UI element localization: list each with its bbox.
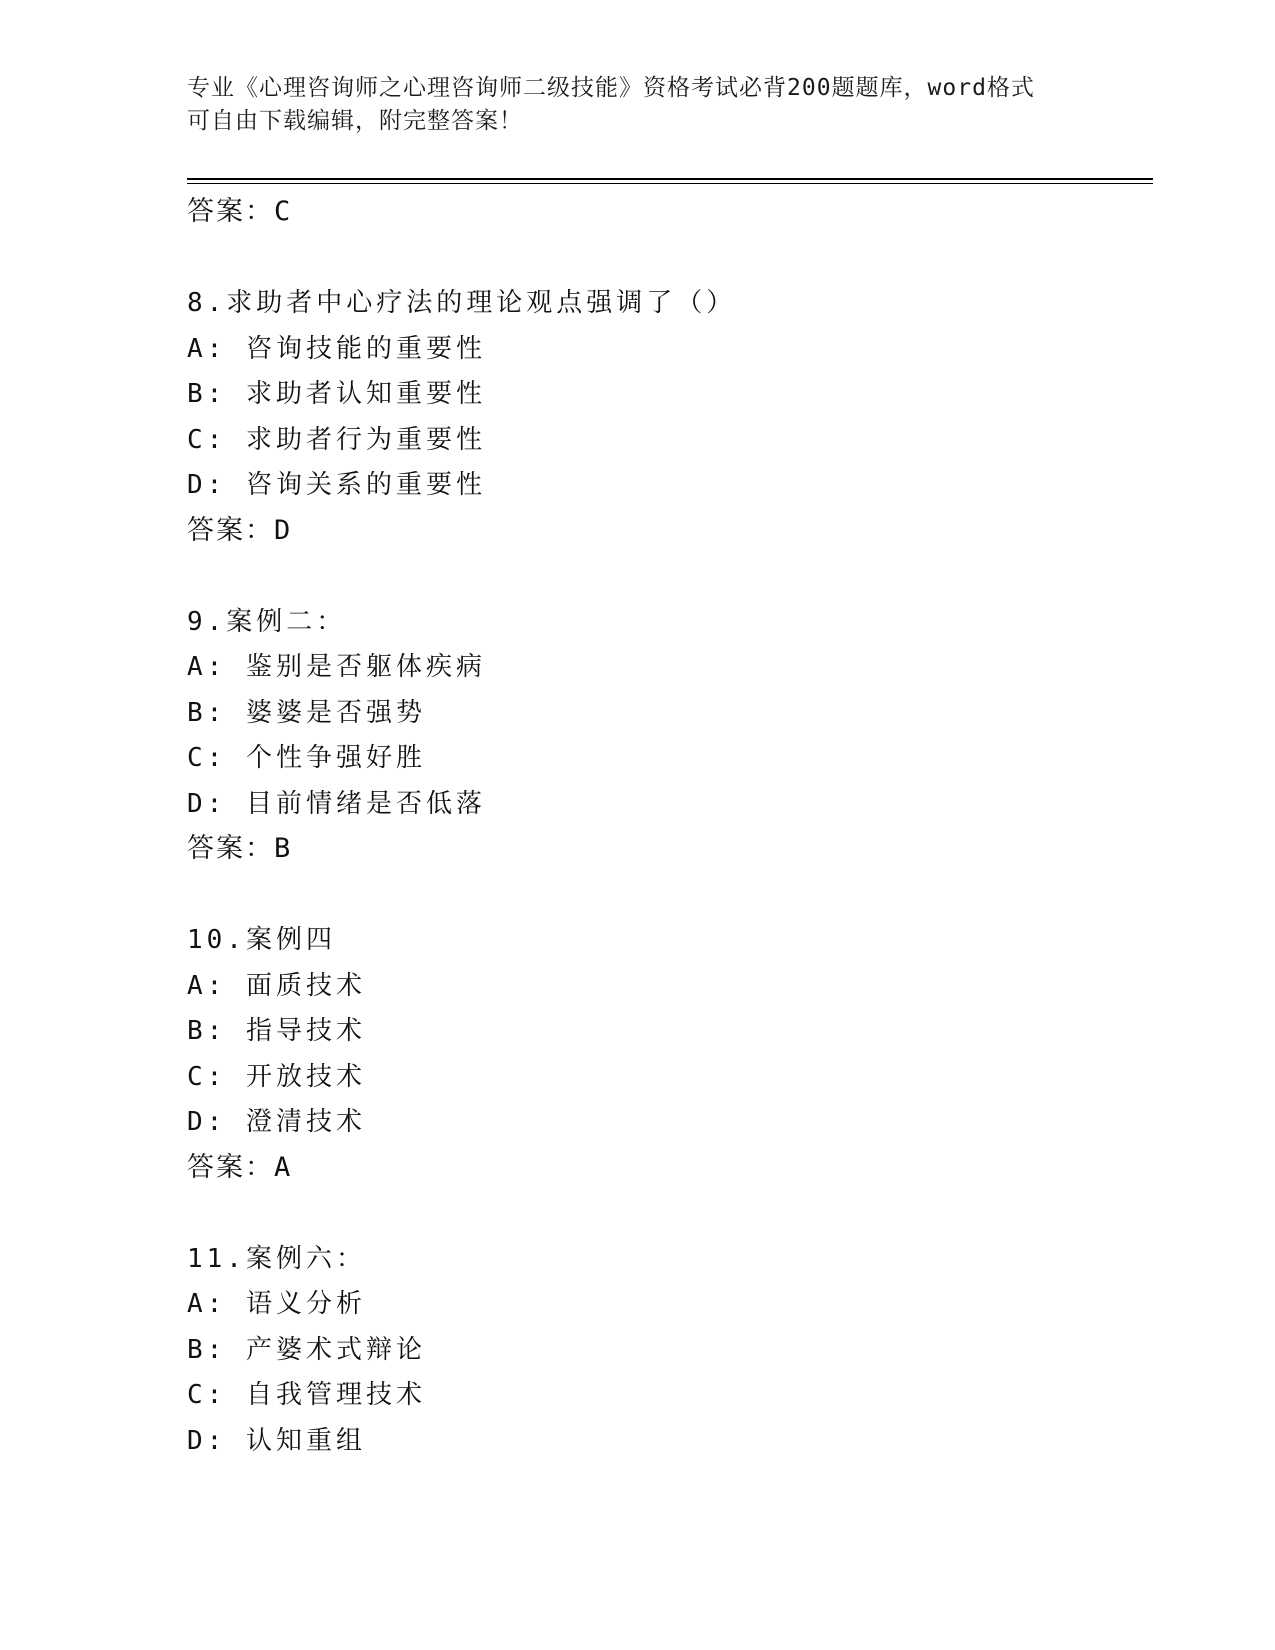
option-c: C: 开放技术 xyxy=(187,1061,366,1092)
option-b: B: 产婆术式辩论 xyxy=(187,1334,426,1365)
option-a: A: 面质技术 xyxy=(187,970,366,1001)
option-c: C: 自我管理技术 xyxy=(187,1380,426,1410)
header-divider-thin xyxy=(187,183,1153,184)
header-divider-thick xyxy=(187,178,1153,180)
answer-label: 答案：B xyxy=(187,833,293,864)
option-a: A: 咨询技能的重要性 xyxy=(187,333,486,364)
option-d: D: 目前情绪是否低落 xyxy=(187,788,486,819)
option-d: D: 咨询关系的重要性 xyxy=(187,470,486,500)
option-d: D: 认知重组 xyxy=(187,1425,366,1456)
option-b: B: 指导技术 xyxy=(187,1016,366,1046)
option-b: B: 求助者认知重要性 xyxy=(187,379,486,409)
question-stem: 10.案例四 xyxy=(187,925,336,955)
option-d: D: 澄清技术 xyxy=(187,1107,366,1137)
option-c: C: 求助者行为重要性 xyxy=(187,424,486,455)
answer-label: 答案：D xyxy=(187,514,293,546)
header-line-2: 可自由下载编辑，附完整答案！ xyxy=(187,108,523,134)
question-item xyxy=(187,1237,1127,1465)
question-list xyxy=(187,190,1127,1464)
answer-label: 答案：A xyxy=(187,1151,293,1183)
question-stem: 8.求助者中心疗法的理论观点强调了（） xyxy=(187,288,737,318)
option-a: A: 鉴别是否躯体疾病 xyxy=(187,652,486,682)
option-c: C: 个性争强好胜 xyxy=(187,743,426,773)
question-item xyxy=(187,281,1127,553)
question-stem: 11.案例六： xyxy=(187,1243,366,1274)
document-header xyxy=(187,72,1087,138)
option-b: B: 婆婆是否强势 xyxy=(187,697,426,728)
question-item xyxy=(187,918,1127,1190)
option-a: A: 语义分析 xyxy=(187,1289,366,1319)
question-stem: 9.案例二： xyxy=(187,606,347,637)
question-item xyxy=(187,600,1127,872)
answer-label: 答案：C xyxy=(187,196,293,227)
header-line-1: 专业《心理咨询师之心理咨询师二级技能》资格考试必背200题题库，word格式 xyxy=(187,75,1035,101)
